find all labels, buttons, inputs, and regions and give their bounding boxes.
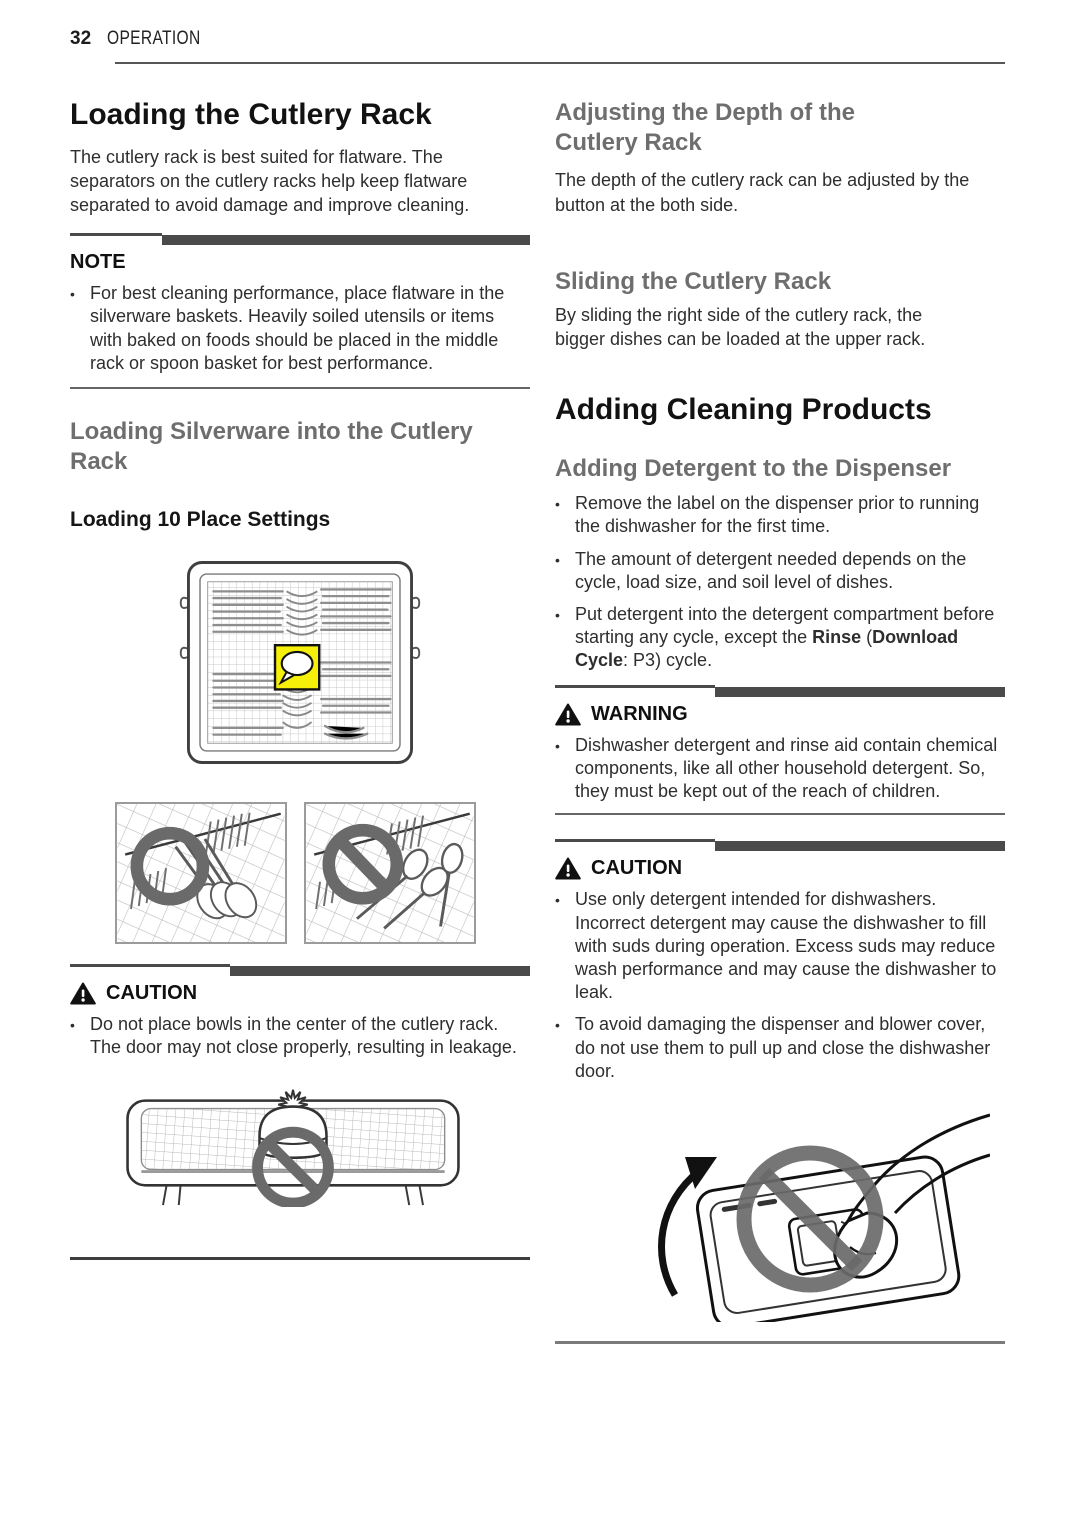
warning-triangle-icon xyxy=(555,857,581,880)
depth-paragraph: The depth of the cutlery rack can be adjusted by the button at the both side. xyxy=(555,170,970,215)
caution-title-label: CAUTION xyxy=(106,981,198,1004)
heading-adjusting-depth: Adjusting the Depth of the Cutlery Rack xyxy=(555,99,855,157)
right-column xyxy=(555,98,1005,1344)
bowl-on-rack-illustration xyxy=(115,1077,471,1207)
bullet-dot: • xyxy=(555,892,560,909)
left-column xyxy=(70,98,530,1344)
bullet-item xyxy=(555,1013,1005,1083)
warning-title xyxy=(555,703,1005,726)
bullet-item xyxy=(555,734,1005,804)
warning-bar-thin xyxy=(555,685,715,688)
speech-bubble-icon xyxy=(275,645,319,689)
caution-bar-thin xyxy=(70,964,230,967)
note-bullet-list xyxy=(70,282,530,375)
bullet-text: Put detergent into the detergent compartment before starting any cycle, except the Rinse (Download Cycle: P3) cycle. xyxy=(575,604,995,671)
note-title xyxy=(70,251,530,274)
caution-bar xyxy=(70,964,530,976)
page-header xyxy=(70,28,1005,50)
sliding-paragraph: By sliding the right side of the cutlery rack, the bigger dishes can be loaded at the upper rack. xyxy=(555,304,926,350)
caution-bullet-list xyxy=(555,888,1005,1083)
bullet-item xyxy=(70,282,530,375)
caution-bar-thin xyxy=(555,839,715,842)
heading-sliding-rack: Sliding the Cutlery Rack xyxy=(555,267,832,295)
bullet-dot: • xyxy=(70,1016,75,1033)
heading-10-place-settings: Loading 10 Place Settings xyxy=(70,508,331,532)
bullet-text: Dishwasher detergent and rinse aid contain chemical components, like all other household detergent. So, they must be kept out of the reach of children. xyxy=(575,734,998,802)
bullet-text: The amount of detergent needed depends on the cycle, load size, and soil level of dishes. xyxy=(575,548,967,592)
caution-bar-thick xyxy=(715,841,1005,851)
bullet-item xyxy=(555,888,1005,1004)
bullet-text: Do not place bowls in the center of the cutlery rack. The door may not close properly, resulting in leakage. xyxy=(90,1013,517,1057)
bullet-dot: • xyxy=(555,551,560,568)
heading-loading-silverware: Loading Silverware into the Cutlery Rack xyxy=(70,418,473,476)
content-columns xyxy=(70,64,1005,1344)
bullet-dot: • xyxy=(555,1017,560,1034)
caution-bar xyxy=(555,839,1005,851)
caution-title xyxy=(70,982,530,1005)
bullet-dot: • xyxy=(555,496,560,513)
bullet-text: For best cleaning performance, place flatware in the silverware baskets. Heavily soiled utensils or items with baked on foods should be placed in the middle rack or spoon basket for best performance. xyxy=(90,283,505,373)
heading-adding-cleaning-products: Adding Cleaning Products xyxy=(555,393,932,427)
caution-title-label: CAUTION xyxy=(591,857,683,880)
divider xyxy=(555,813,1005,815)
incorrect-spoon-placement-image xyxy=(304,802,476,944)
warning-triangle-icon xyxy=(70,982,96,1005)
warning-bullet-list xyxy=(555,734,1005,804)
page-number: 32 xyxy=(70,28,92,49)
cutlery-rack-top-view-illustration xyxy=(175,555,425,770)
divider xyxy=(70,387,530,389)
bullet-item xyxy=(555,548,1005,594)
bullet-dot: • xyxy=(555,607,560,624)
note-bar-thick xyxy=(162,235,530,245)
bullet-dot: • xyxy=(70,286,75,303)
warning-bar-thick xyxy=(715,687,1005,697)
heading-adding-detergent: Adding Detergent to the Dispenser xyxy=(555,454,952,482)
bullet-item xyxy=(70,1013,530,1059)
bullet-item xyxy=(555,603,1005,673)
bullet-text: Use only detergent intended for dishwashers. Incorrect detergent may cause the dishwasher to fill with suds during operation. Excess suds may reduce wash performance and may cause the dishwasher to leak. xyxy=(575,889,997,1003)
heading-loading-cutlery-rack: Loading the Cutlery Rack xyxy=(70,98,432,131)
bullet-text: Remove the label on the dispenser prior to running the dishwasher for the first time. xyxy=(575,493,980,537)
caution-bar-thick xyxy=(230,966,530,976)
bullet-item xyxy=(555,492,1005,538)
warning-triangle-icon xyxy=(555,703,581,726)
correct-spoon-placement-image xyxy=(115,802,287,944)
note-bar-thin xyxy=(70,233,162,236)
divider xyxy=(555,1341,1005,1344)
do-not-pull-dispenser-illustration xyxy=(645,1097,990,1322)
caution-title xyxy=(555,857,1005,880)
spoon-placement-examples xyxy=(115,802,530,944)
caution-bullet-list xyxy=(70,1013,530,1059)
intro-paragraph: The cutlery rack is best suited for flatware. The separators on the cutlery racks help keep flatware separated to avoid damage and improve cleaning. xyxy=(70,146,470,216)
bullet-text: To avoid damaging the dispenser and blower cover, do not use them to pull up and close the dishwasher door. xyxy=(575,1014,991,1081)
page-section-title: OPERATION xyxy=(107,28,201,49)
bullet-dot: • xyxy=(555,737,560,754)
note-title-label: NOTE xyxy=(70,251,126,274)
divider xyxy=(70,1257,530,1260)
warning-bar xyxy=(555,685,1005,697)
note-bar xyxy=(70,233,530,245)
warning-title-label: WARNING xyxy=(591,702,688,725)
detergent-bullet-list xyxy=(555,492,1005,673)
